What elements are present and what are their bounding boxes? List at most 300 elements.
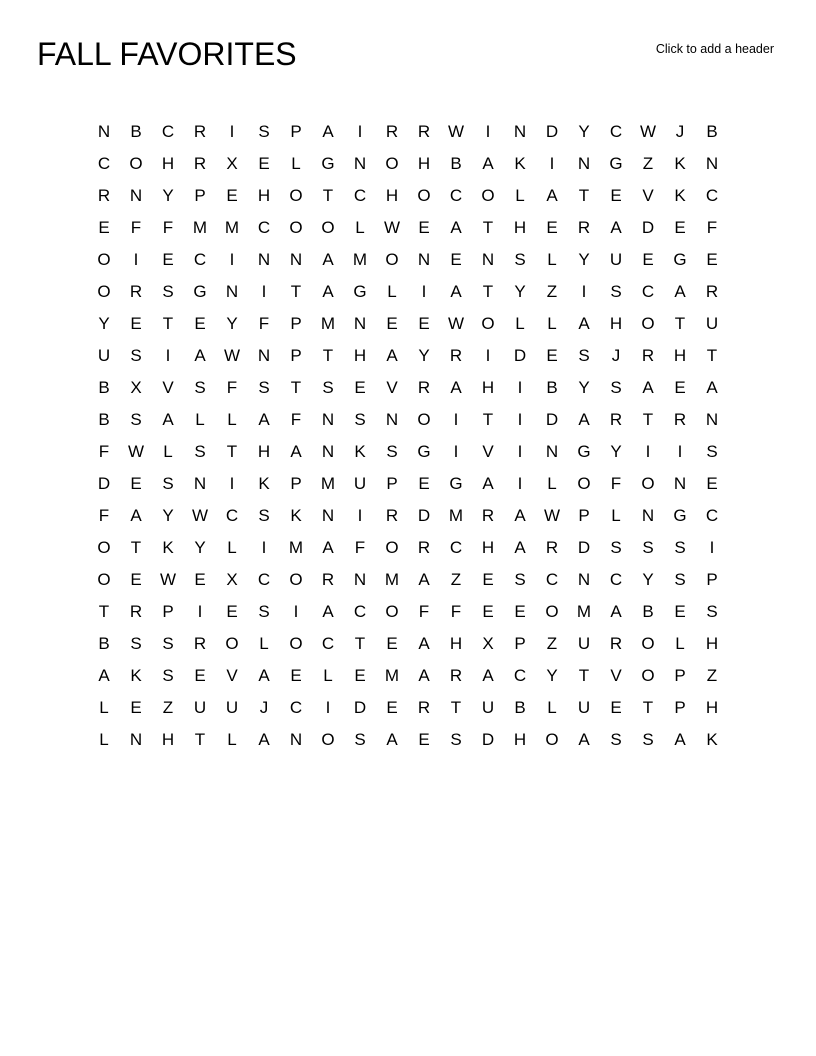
grid-letter: F <box>418 601 430 621</box>
grid-letter: I <box>485 121 491 141</box>
grid-letter: C <box>513 665 527 685</box>
grid-letter: A <box>322 537 334 557</box>
grid-letter: S <box>322 377 334 397</box>
grid-letter: H <box>385 185 399 205</box>
grid-letter: O <box>289 569 303 589</box>
grid-letter: D <box>481 729 495 749</box>
grid-letter: H <box>449 633 463 653</box>
grid-letter: S <box>162 473 174 493</box>
grid-letter: C <box>257 217 271 237</box>
grid-letter: I <box>517 473 523 493</box>
grid-letter: E <box>386 313 398 333</box>
grid-letter: O <box>417 185 431 205</box>
grid-letter: E <box>194 665 206 685</box>
grid-letter: A <box>322 281 334 301</box>
grid-letter: L <box>291 153 301 173</box>
grid-letter: E <box>98 217 110 237</box>
grid-letter: F <box>98 441 110 461</box>
grid-letter: E <box>386 697 398 717</box>
grid-letter: W <box>639 121 657 141</box>
grid-letter: I <box>165 345 171 365</box>
grid-letter: S <box>258 505 270 525</box>
grid-letter: N <box>129 729 143 749</box>
grid-letter: R <box>641 345 655 365</box>
grid-letter: B <box>98 377 110 397</box>
grid-letter: W <box>159 569 177 589</box>
grid-letter: A <box>194 345 206 365</box>
grid-letter: H <box>161 729 175 749</box>
grid-letter: W <box>447 121 465 141</box>
grid-letter: C <box>289 697 303 717</box>
grid-letter: O <box>129 153 143 173</box>
grid-letter: R <box>417 697 431 717</box>
grid-letter: T <box>578 185 590 205</box>
grid-letter: D <box>417 505 431 525</box>
grid-letter: I <box>261 281 267 301</box>
grid-letter: L <box>227 729 237 749</box>
grid-letter: K <box>130 665 142 685</box>
grid-letter: R <box>449 665 463 685</box>
grid-letter: I <box>357 121 363 141</box>
grid-letter: P <box>674 665 686 685</box>
grid-letter: E <box>418 217 430 237</box>
grid-letter: Y <box>162 505 174 525</box>
grid-letter: C <box>257 569 271 589</box>
grid-letter: K <box>162 537 174 557</box>
grid-letter: W <box>447 313 465 333</box>
grid-letter: A <box>450 281 462 301</box>
grid-letter: A <box>610 217 622 237</box>
grid-letter: T <box>322 345 334 365</box>
grid-letter: T <box>194 729 206 749</box>
grid-letter: S <box>642 537 654 557</box>
grid-letter: O <box>641 473 655 493</box>
grid-letter: Z <box>546 633 558 653</box>
grid-letter: T <box>290 281 302 301</box>
grid-letter: A <box>642 377 654 397</box>
grid-letter: T <box>642 697 654 717</box>
grid-letter: H <box>481 377 495 397</box>
grid-letter: A <box>482 665 494 685</box>
grid-letter: R <box>417 537 431 557</box>
grid-letter: J <box>675 121 685 141</box>
grid-letter: K <box>674 153 686 173</box>
grid-letter: A <box>418 569 430 589</box>
grid-letter: A <box>674 729 686 749</box>
grid-letter: R <box>609 633 623 653</box>
grid-letter: O <box>481 313 495 333</box>
grid-letter: E <box>418 473 430 493</box>
grid-letter: N <box>705 153 719 173</box>
grid-letter: D <box>97 473 111 493</box>
grid-letter: G <box>577 441 591 461</box>
grid-letter: I <box>453 409 459 429</box>
grid-letter: N <box>481 249 495 269</box>
grid-letter: S <box>610 537 622 557</box>
grid-letter: R <box>385 505 399 525</box>
grid-letter: P <box>578 505 590 525</box>
grid-letter: Y <box>162 185 174 205</box>
grid-letter: I <box>581 281 587 301</box>
grid-letter: B <box>706 121 718 141</box>
grid-letter: I <box>485 345 491 365</box>
grid-letter: M <box>384 569 400 589</box>
grid-letter: A <box>418 665 430 685</box>
grid-letter: R <box>321 569 335 589</box>
grid-letter: G <box>193 281 207 301</box>
grid-letter: P <box>514 633 526 653</box>
grid-letter: M <box>352 249 368 269</box>
grid-letter: C <box>641 281 655 301</box>
grid-letter: I <box>517 441 523 461</box>
grid-letter: R <box>705 281 719 301</box>
grid-letter: L <box>163 441 173 461</box>
grid-letter: C <box>321 633 335 653</box>
grid-letter: I <box>645 441 651 461</box>
grid-letter: O <box>545 729 559 749</box>
grid-letter: T <box>706 345 718 365</box>
grid-letter: I <box>549 153 555 173</box>
grid-letter: O <box>545 601 559 621</box>
grid-letter: S <box>258 601 270 621</box>
grid-letter: V <box>162 377 174 397</box>
grid-letter: M <box>384 665 400 685</box>
grid-letter: O <box>641 665 655 685</box>
grid-letter: X <box>482 633 494 653</box>
grid-letter: R <box>449 345 463 365</box>
grid-letter: E <box>354 377 366 397</box>
grid-letter: G <box>417 441 431 461</box>
grid-letter: P <box>194 185 206 205</box>
grid-letter: O <box>385 537 399 557</box>
grid-letter: O <box>321 217 335 237</box>
grid-letter: S <box>514 569 526 589</box>
add-header-placeholder[interactable]: Click to add a header <box>655 42 774 56</box>
grid-letter: E <box>450 249 462 269</box>
grid-letter: E <box>610 697 622 717</box>
grid-letter: T <box>450 697 462 717</box>
grid-letter: A <box>322 249 334 269</box>
grid-letter: A <box>322 121 334 141</box>
grid-letter: R <box>417 121 431 141</box>
grid-letter: L <box>515 313 525 333</box>
grid-letter: H <box>161 153 175 173</box>
grid-letter: T <box>322 185 334 205</box>
grid-letter: A <box>290 441 302 461</box>
grid-letter: G <box>673 249 687 269</box>
grid-letter: C <box>609 569 623 589</box>
grid-letter: O <box>97 249 111 269</box>
grid-letter: M <box>192 217 208 237</box>
grid-letter: P <box>290 313 302 333</box>
grid-letter: T <box>482 409 494 429</box>
grid-letter: M <box>288 537 304 557</box>
grid-letter: Y <box>578 121 590 141</box>
grid-letter: M <box>224 217 240 237</box>
grid-letter: U <box>577 697 591 717</box>
grid-letter: T <box>130 537 142 557</box>
grid-letter: R <box>417 377 431 397</box>
grid-letter: I <box>421 281 427 301</box>
grid-letter: N <box>353 153 367 173</box>
grid-letter: E <box>610 185 622 205</box>
grid-letter: I <box>677 441 683 461</box>
grid-letter: T <box>226 441 238 461</box>
grid-letter: D <box>577 537 591 557</box>
grid-letter: E <box>226 601 238 621</box>
grid-letter: L <box>227 537 237 557</box>
grid-letter: I <box>229 121 235 141</box>
grid-letter: L <box>99 697 109 717</box>
grid-letter: N <box>577 569 591 589</box>
grid-letter: Y <box>418 345 430 365</box>
grid-letter: E <box>482 601 494 621</box>
grid-letter: E <box>706 249 718 269</box>
grid-letter: S <box>674 569 686 589</box>
grid-letter: N <box>225 281 239 301</box>
grid-letter: S <box>514 249 526 269</box>
grid-letter: N <box>577 153 591 173</box>
grid-letter: T <box>162 313 174 333</box>
grid-letter: S <box>258 121 270 141</box>
grid-letter: A <box>450 377 462 397</box>
grid-letter: Y <box>546 665 558 685</box>
grid-letter: F <box>258 313 270 333</box>
grid-letter: N <box>289 249 303 269</box>
grid-letter: R <box>193 633 207 653</box>
grid-letter: B <box>130 121 142 141</box>
grid-letter: C <box>353 185 367 205</box>
grid-letter: S <box>130 409 142 429</box>
grid-letter: T <box>354 633 366 653</box>
grid-letter: Z <box>450 569 462 589</box>
grid-letter: T <box>482 281 494 301</box>
grid-letter: S <box>386 441 398 461</box>
grid-letter: A <box>450 217 462 237</box>
grid-letter: H <box>257 185 271 205</box>
grid-letter: N <box>97 121 111 141</box>
grid-letter: J <box>259 697 269 717</box>
grid-letter: O <box>417 409 431 429</box>
grid-letter: N <box>257 345 271 365</box>
grid-letter: D <box>513 345 527 365</box>
grid-letter: U <box>97 345 111 365</box>
grid-letter: O <box>289 217 303 237</box>
grid-letter: O <box>289 185 303 205</box>
grid-letter: N <box>321 409 335 429</box>
grid-letter: S <box>258 377 270 397</box>
grid-letter: A <box>258 409 270 429</box>
grid-letter: L <box>195 409 205 429</box>
grid-letter: I <box>229 249 235 269</box>
grid-letter: D <box>545 409 559 429</box>
grid-letter: A <box>98 665 110 685</box>
grid-letter: N <box>353 313 367 333</box>
grid-letter: E <box>162 249 174 269</box>
grid-letter: M <box>576 601 592 621</box>
grid-letter: F <box>290 409 302 429</box>
grid-letter: S <box>194 377 206 397</box>
grid-letter: K <box>706 729 718 749</box>
grid-letter: E <box>546 345 558 365</box>
grid-letter: E <box>546 217 558 237</box>
grid-letter: D <box>545 121 559 141</box>
grid-letter: N <box>321 441 335 461</box>
grid-letter: F <box>162 217 174 237</box>
grid-letter: E <box>386 633 398 653</box>
grid-letter: N <box>705 409 719 429</box>
grid-letter: N <box>257 249 271 269</box>
grid-letter: U <box>225 697 239 717</box>
grid-letter: I <box>453 441 459 461</box>
grid-letter: C <box>545 569 559 589</box>
grid-letter: S <box>130 633 142 653</box>
grid-letter: N <box>353 569 367 589</box>
grid-letter: A <box>482 473 494 493</box>
grid-letter: I <box>133 249 139 269</box>
grid-letter: C <box>609 121 623 141</box>
grid-letter: I <box>197 601 203 621</box>
grid-letter: E <box>130 473 142 493</box>
grid-letter: U <box>353 473 367 493</box>
grid-letter: P <box>290 121 302 141</box>
grid-letter: E <box>194 313 206 333</box>
grid-letter: L <box>547 313 557 333</box>
grid-letter: A <box>162 409 174 429</box>
grid-letter: L <box>547 249 557 269</box>
grid-letter: T <box>290 377 302 397</box>
grid-letter: X <box>226 569 238 589</box>
grid-letter: S <box>610 377 622 397</box>
grid-letter: A <box>386 729 398 749</box>
grid-letter: G <box>353 281 367 301</box>
grid-letter: Y <box>610 441 622 461</box>
grid-letter: E <box>706 473 718 493</box>
grid-letter: B <box>98 409 110 429</box>
grid-letter: O <box>321 729 335 749</box>
grid-letter: E <box>674 377 686 397</box>
grid-letter: G <box>449 473 463 493</box>
grid-letter: T <box>482 217 494 237</box>
grid-letter: L <box>355 217 365 237</box>
grid-letter: S <box>642 729 654 749</box>
grid-letter: B <box>98 633 110 653</box>
grid-letter: J <box>611 345 621 365</box>
grid-letter: Z <box>546 281 558 301</box>
grid-letter: B <box>514 697 526 717</box>
grid-letter: P <box>674 697 686 717</box>
grid-letter: B <box>450 153 462 173</box>
grid-letter: S <box>610 729 622 749</box>
grid-letter: A <box>578 729 590 749</box>
grid-letter: P <box>290 345 302 365</box>
grid-letter: L <box>515 185 525 205</box>
grid-letter: M <box>448 505 464 525</box>
grid-letter: C <box>161 121 175 141</box>
grid-letter: W <box>383 217 401 237</box>
grid-letter: L <box>547 473 557 493</box>
grid-letter: A <box>578 313 590 333</box>
grid-letter: R <box>673 409 687 429</box>
grid-letter: X <box>130 377 142 397</box>
grid-letter: O <box>641 313 655 333</box>
grid-letter: E <box>226 185 238 205</box>
grid-letter: W <box>191 505 209 525</box>
grid-letter: F <box>610 473 622 493</box>
grid-letter: H <box>705 633 719 653</box>
grid-letter: Z <box>162 697 174 717</box>
grid-letter: N <box>289 729 303 749</box>
grid-letter: F <box>450 601 462 621</box>
grid-letter: B <box>546 377 558 397</box>
grid-letter: L <box>387 281 397 301</box>
grid-letter: T <box>98 601 110 621</box>
grid-letter: T <box>578 665 590 685</box>
grid-letter: I <box>229 473 235 493</box>
grid-letter: X <box>226 153 238 173</box>
grid-letter: H <box>673 345 687 365</box>
grid-letter: T <box>674 313 686 333</box>
grid-letter: C <box>705 505 719 525</box>
grid-letter: H <box>417 153 431 173</box>
grid-letter: S <box>578 345 590 365</box>
grid-letter: S <box>354 409 366 429</box>
grid-letter: W <box>543 505 561 525</box>
grid-letter: I <box>517 409 523 429</box>
grid-letter: I <box>261 537 267 557</box>
grid-letter: E <box>194 569 206 589</box>
grid-letter: R <box>129 281 143 301</box>
grid-letter: P <box>386 473 398 493</box>
grid-letter: O <box>97 281 111 301</box>
grid-letter: P <box>706 569 718 589</box>
grid-letter: C <box>225 505 239 525</box>
grid-letter: N <box>673 473 687 493</box>
grid-letter: W <box>223 345 241 365</box>
grid-letter: V <box>386 377 398 397</box>
grid-letter: I <box>709 537 715 557</box>
grid-letter: A <box>674 281 686 301</box>
grid-letter: A <box>482 153 494 173</box>
grid-letter: F <box>706 217 718 237</box>
grid-letter: G <box>321 153 335 173</box>
grid-letter: A <box>514 537 526 557</box>
grid-letter: E <box>130 697 142 717</box>
grid-letter: O <box>97 569 111 589</box>
grid-letter: L <box>259 633 269 653</box>
grid-letter: H <box>481 537 495 557</box>
grid-letter: I <box>325 697 331 717</box>
grid-letter: L <box>611 505 621 525</box>
grid-letter: K <box>674 185 686 205</box>
grid-letter: O <box>225 633 239 653</box>
grid-letter: N <box>417 249 431 269</box>
grid-letter: A <box>322 601 334 621</box>
grid-letter: R <box>97 185 111 205</box>
grid-letter: Z <box>706 665 718 685</box>
grid-letter: R <box>545 537 559 557</box>
grid-letter: K <box>258 473 270 493</box>
grid-letter: K <box>514 153 526 173</box>
grid-letter: F <box>130 217 142 237</box>
grid-letter: U <box>577 633 591 653</box>
grid-letter: H <box>353 345 367 365</box>
word-search-grid <box>88 115 728 755</box>
grid-letter: F <box>226 377 238 397</box>
grid-letter: C <box>705 185 719 205</box>
grid-letter: A <box>130 505 142 525</box>
grid-letter: S <box>162 665 174 685</box>
